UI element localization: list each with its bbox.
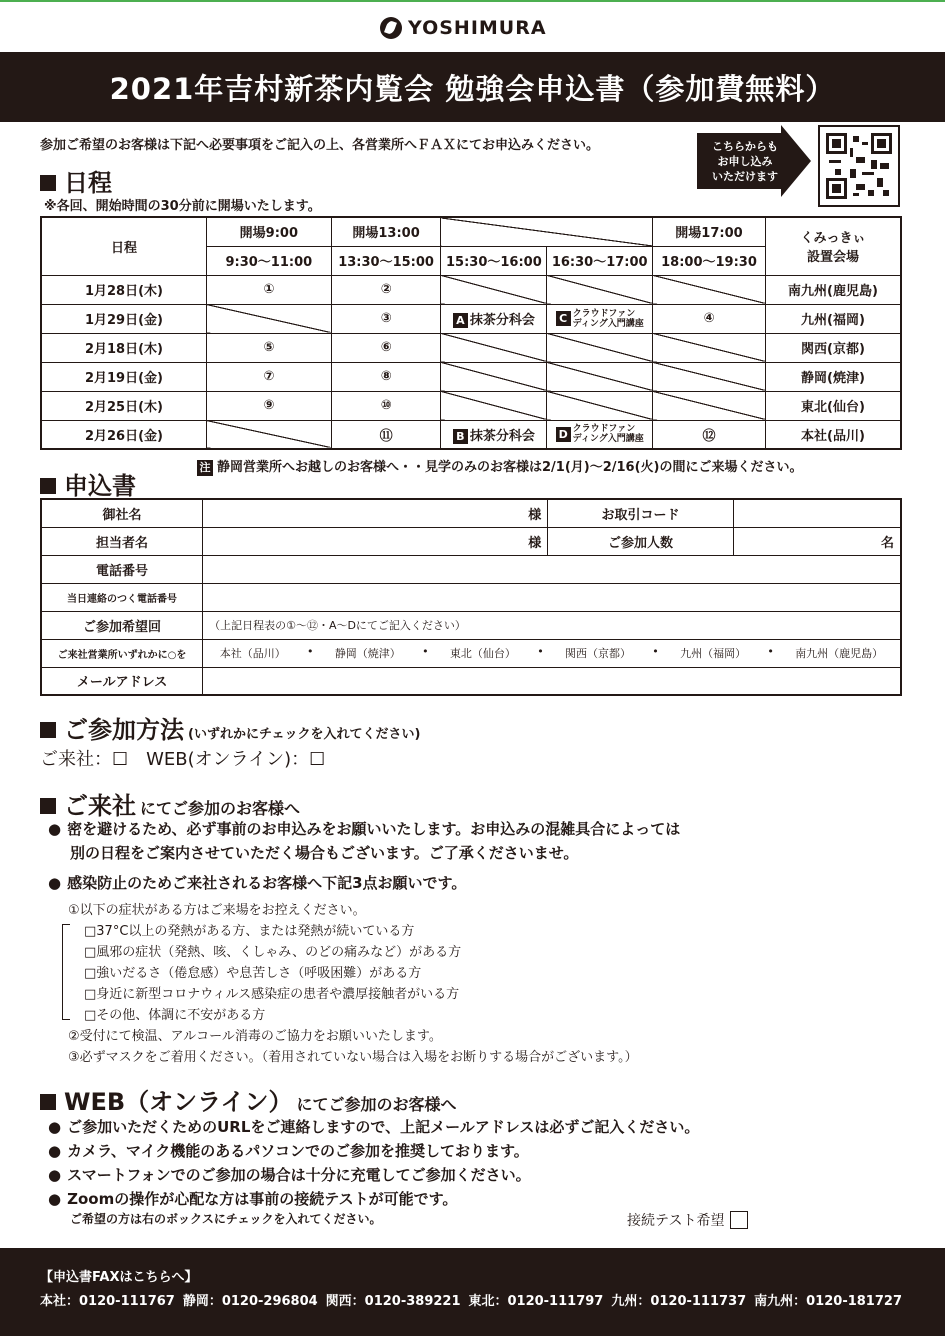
square-bullet-icon	[40, 478, 56, 494]
customer-code-label: お取引コード	[548, 499, 734, 527]
leaf-logo-icon	[380, 17, 402, 39]
square-bullet-icon	[40, 175, 56, 191]
shizuoka-notice: 注 静岡営業所へお越しのお客様へ・・見学のみのお客様は2/1(月)〜2/16(火)の間にご来場ください。	[197, 456, 803, 476]
table-row: 1月29日(金) ③ A 抹茶分科会 C クラウドファン ディング入門講座 ④ 九州(福岡)	[41, 304, 901, 333]
time-1: 9:30〜11:00	[206, 246, 331, 275]
venue-header: くみっきぃ 設置会場	[765, 217, 901, 275]
col-date-header: 日程	[41, 217, 206, 275]
table-row: 2月25日(木) ⑨ ⑩ 東北(仙台)	[41, 391, 901, 420]
fax-number: 九州：0120-111737	[611, 1294, 747, 1309]
schedule-note: ※各回、開始時間の30分前に開場いたします。	[44, 199, 321, 214]
qr-code-icon	[826, 133, 892, 199]
table-row: 2月26日(金) ⑪ B 抹茶分科会 D クラウドファン ディング入門講座 ⑫ 本社(品川)	[41, 420, 901, 449]
phone-label: 電話番号	[41, 555, 203, 583]
schedule-table	[40, 216, 902, 450]
symptoms-list: ①以下の症状がある方はご来場をお控えください。 □37°C以上の発熱がある方、または発熱が続いている方 □風邪の症状（発熱、咳、くしゃみ、のどの痛みなど）がある方 □強いだるさ（倦怠感）や息苦しさ（呼吸困難）がある方 □身近に新型コロナウィルス感染症の患者や濃厚接触者がいる方 □その他、体調に不安がある方 ②受付にて検温、アルコール消毒のご協力をお願いいたします。 ③必ずマスクをご着用ください。（着用されていない場合は入場をお断りする場合がございます。）	[68, 903, 638, 1065]
table-row: 1月28日(木) ① ② 南九州(鹿児島)	[41, 275, 901, 304]
web-bullets: ● ご参加いただくためのURLをご連絡しますので、上記メールアドレスは必ずご記入ください。 ● カメラ、マイク機能のあるパソコンでのご参加を推奨しております。 ● スマートフォンでのご参加の場合は十分に充電してご参加ください。 ● Zoomの操作が心配な方は事前の接続テストが可能です。 ご希望の方は右のボックスにチェックを入れてください。	[48, 1118, 700, 1226]
session-d: D クラウドファン ディング入門講座	[547, 420, 653, 449]
square-bullet-icon	[40, 1094, 56, 1110]
sessions-field[interactable]: （上記日程表の①〜⑫・A〜Dにてご記入ください）	[203, 611, 901, 639]
top-accent-line	[0, 0, 945, 2]
attendees-label: ご参加人数	[548, 527, 734, 555]
office-label: ご来社営業所いずれかに○を	[41, 639, 203, 667]
square-bullet-icon	[40, 722, 56, 738]
arrow-line-1: こちらからも	[712, 140, 778, 153]
email-field[interactable]	[203, 667, 901, 695]
day-phone-field[interactable]	[203, 583, 901, 611]
day-phone-label: 当日連絡のつく電話番号	[41, 583, 203, 611]
application-form	[40, 498, 902, 696]
time-4: 16:30〜17:00	[547, 246, 653, 275]
open-1300: 開場13:00	[331, 217, 441, 246]
fax-number: 静岡：0120-296804	[182, 1294, 318, 1309]
square-bullet-icon	[40, 798, 56, 814]
arrow-line-3: いただけます	[712, 170, 778, 183]
person-field[interactable]: 様	[203, 527, 548, 555]
phone-field[interactable]	[203, 555, 901, 583]
notice-badge: 注	[197, 460, 213, 476]
web-heading: WEB（オンライン） にてご参加のお客様へ	[40, 1082, 456, 1117]
email-label: メールアドレス	[41, 667, 203, 695]
fax-number: 南九州：0120-181727	[754, 1294, 902, 1309]
page-title: 2021年吉村新茶内覧会 勉強会申込書（参加費無料）	[0, 52, 945, 122]
company-field[interactable]: 様	[203, 499, 548, 527]
time-5: 18:00〜19:30	[653, 246, 766, 275]
office-option[interactable]: 東北（仙台）	[449, 647, 516, 660]
office-option[interactable]: 南九州（鹿児島）	[795, 647, 884, 660]
table-row: 2月19日(金) ⑦ ⑧ 静岡(焼津)	[41, 362, 901, 391]
table-row: 2月18日(木) ⑤ ⑥ 関西(京都)	[41, 333, 901, 362]
visit-heading: ご来社 にてご参加のお客様へ	[40, 786, 300, 821]
schedule-heading: 日程	[40, 163, 112, 198]
fax-title: 【申込書FAXはこちらへ】	[40, 1270, 198, 1285]
office-option[interactable]: 本社（品川）	[219, 647, 286, 660]
open-1700: 開場17:00	[653, 217, 766, 246]
method-options[interactable]: ご来社：☐ WEB(オンライン)：☐	[40, 749, 326, 770]
time-3: 15:30〜16:00	[441, 246, 547, 275]
arrow-line-2: お申し込み	[717, 155, 773, 168]
office-choice[interactable]: 本社（品川） • 静岡（焼津） • 東北（仙台） • 関西（京都） • 九州（福岡） • 南九州（鹿児島）	[203, 639, 901, 667]
time-2: 13:30〜15:00	[331, 246, 441, 275]
intro-text: 参加ご希望のお客様は下記へ必要事項をご記入の上、各営業所へＦＡＸにてお申込みください。	[40, 138, 600, 153]
connection-test[interactable]: 接続テスト希望	[627, 1210, 748, 1230]
visit-bullets: ● 密を避けるため、必ず事前のお申込みをお願いいたします。お申込みの混雑具合によっては 別の日程をご案内させていただく場合もございます。ご了承くださいませ。 ● 感染防止のためご来社されるお客様へ下記3点お願いです。	[48, 820, 681, 892]
office-option[interactable]: 静岡（焼津）	[334, 647, 401, 660]
fax-number: 関西：0120-389221	[325, 1294, 461, 1309]
fax-number: 本社：0120-111767	[40, 1294, 175, 1309]
apply-arrow	[697, 125, 811, 197]
qr-code[interactable]	[818, 125, 900, 207]
session-b: B 抹茶分科会	[441, 420, 547, 449]
open-900: 開場9:00	[206, 217, 331, 246]
test-checkbox[interactable]	[730, 1211, 748, 1229]
fax-footer	[0, 1248, 945, 1336]
office-option[interactable]: 関西（京都）	[565, 647, 631, 660]
brand-name: YOSHIMURA	[408, 17, 547, 39]
brand-logo	[380, 12, 547, 44]
form-heading: 申込書	[40, 466, 136, 501]
sessions-label: ご参加希望回	[41, 611, 203, 639]
person-label: 担当者名	[41, 527, 203, 555]
method-heading: ご参加方法 (いずれかにチェックを入れてください)	[40, 710, 421, 745]
customer-code-field[interactable]	[733, 499, 901, 527]
office-option[interactable]: 九州（福岡）	[680, 647, 747, 660]
fax-number: 東北：0120-111797	[468, 1294, 604, 1309]
company-label: 御社名	[41, 499, 203, 527]
attendees-field[interactable]: 名	[733, 527, 901, 555]
blank-open	[441, 217, 653, 246]
session-a: A 抹茶分科会	[441, 304, 547, 333]
session-c: C クラウドファン ディング入門講座	[547, 304, 653, 333]
